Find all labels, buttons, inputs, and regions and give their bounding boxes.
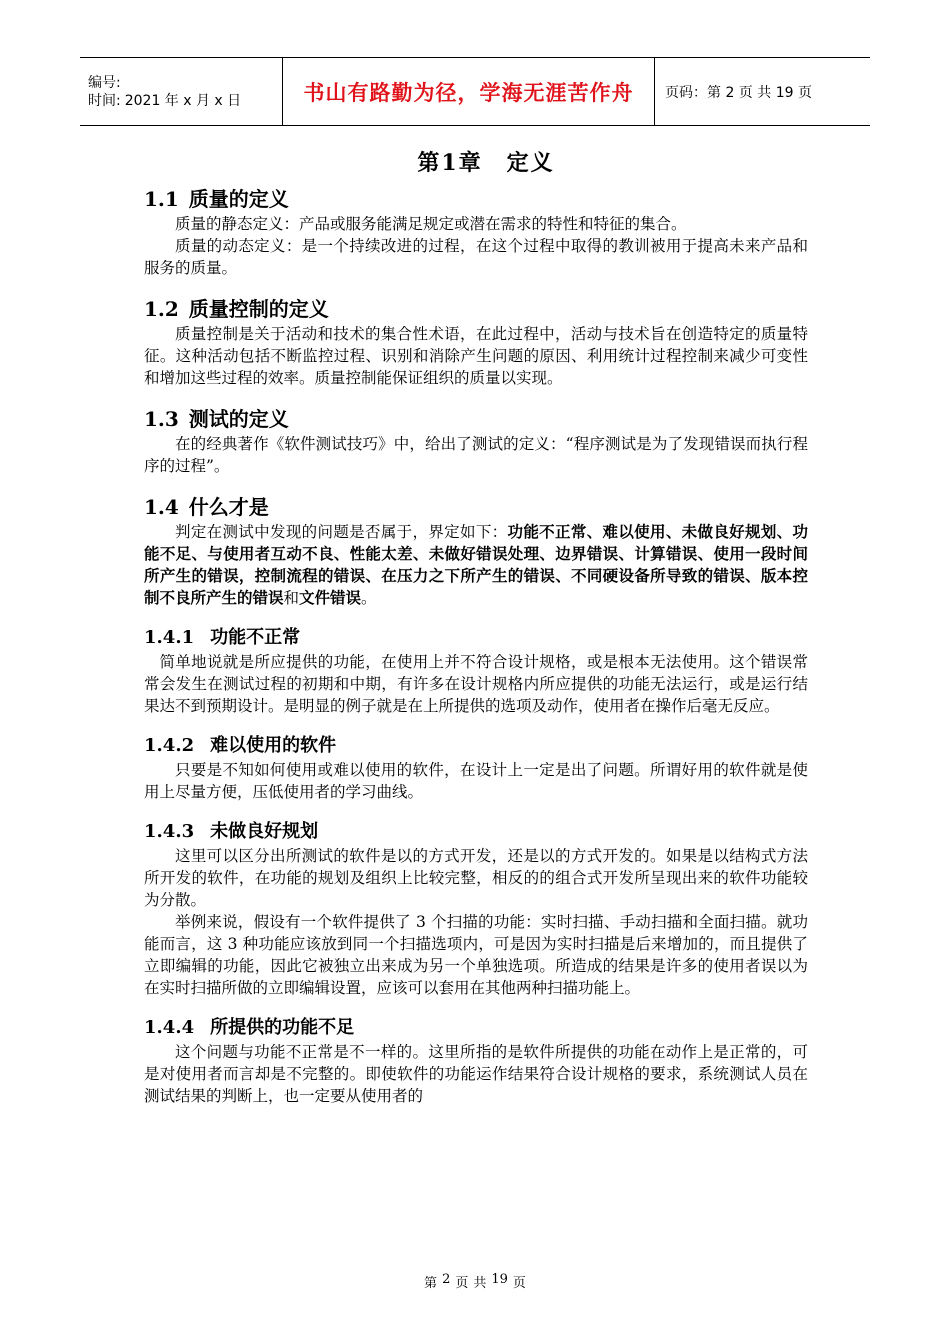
header-meta (80, 58, 282, 125)
section-number: 1.4 (144, 495, 179, 519)
section-title: 难以使用的软件 (210, 735, 337, 756)
page-label: 页码：第 2 页 共 19 页 (665, 84, 812, 101)
section-title: 质量的定义 (188, 187, 289, 211)
section-heading-1-4-4 (144, 1015, 808, 1041)
section-number: 1.4.1 (144, 627, 195, 648)
section-title: 什么才是 (188, 495, 269, 519)
footer-ye: 页 (455, 1276, 469, 1291)
section-title: 未做良好规划 (210, 821, 319, 842)
section-title: 质量控制的定义 (188, 297, 329, 321)
time-value: 2021 年 x 月 x 日 (124, 92, 242, 109)
error-list-last: 文件错误 (299, 588, 362, 607)
section-heading-1-4-1 (144, 625, 808, 651)
header-page (655, 58, 870, 125)
section-title: 所提供的功能不足 (210, 1017, 355, 1038)
time-label: 时间: (88, 92, 121, 109)
time-line (88, 92, 282, 110)
number-label: 编号: (88, 74, 121, 91)
section-number: 1.1 (144, 187, 179, 211)
page-header (80, 57, 870, 126)
lead-text: 判定在测试中发现的问题是否属于，界定如下： (175, 523, 508, 541)
section-title: 测试的定义 (188, 407, 289, 431)
footer-gong: 共 (473, 1276, 487, 1291)
footer-total-pages: 19 (491, 1272, 508, 1287)
section-number: 1.4.4 (144, 1017, 195, 1038)
paragraph: 这个问题与功能不正常是不一样的。这里所指的是软件所提供的功能在动作上是正常的，可是对使用者而言却是不完整的。即使软件的功能运作结果符合设计规格的要求，系统测试人员在测试结果的判断上，也一定要从使用者的 (144, 1043, 808, 1105)
and-text: 和 (283, 589, 300, 607)
header-motto (282, 58, 655, 125)
chapter-title: 第1章 定义 (417, 150, 555, 176)
footer-di: 第 (424, 1276, 438, 1291)
paragraph: 在的经典著作《软件测试技巧》中，给出了测试的定义：“程序测试是为了发现错误而执行程序的过程”。 (144, 435, 808, 475)
paragraph: 举例来说，假设有一个软件提供了 3 个扫描的功能：实时扫描、手动扫描和全面扫描。就功能而言，这 3 种功能应该放到同一个扫描选项内，可是因为实时扫描是后来增加的，而且提供了立即编辑的功能，因此它被独立出来成为另一个单独选项。所造成的结果是许多的使用者误以为在实时扫描所做的立即编辑设置，应该可以套用在其他两种扫描功能上。 (144, 913, 808, 997)
end-punct: 。 (361, 589, 377, 607)
section-heading-1-4 (144, 493, 808, 521)
paragraph: 质量的动态定义：是一个持续改进的过程，在这个过程中取得的教训被用于提高未来产品和服务的质量。 (144, 237, 808, 277)
section-number: 1.4.3 (144, 821, 195, 842)
section-heading-1-4-2 (144, 733, 808, 759)
section-heading-1-2 (144, 295, 808, 323)
paragraph: 只要是不知如何使用或难以使用的软件，在设计上一定是出了问题。所谓好用的软件就是使用上尽量方便，压低使用者的学习曲线。 (144, 761, 808, 801)
section-number: 1.3 (144, 407, 179, 431)
paragraph: 简单地说就是所应提供的功能，在使用上并不符合设计规格，或是根本无法使用。这个错误常常会发生在测试过程的初期和中期，有许多在设计规格内所应提供的功能无法运行，或是运行结果达不到预期设计。是明显的例子就是在上所提供的选项及动作，使用者在操作后毫无反应。 (144, 653, 808, 715)
page-footer (0, 1272, 950, 1291)
document-body (144, 146, 808, 1107)
section-heading-1-3 (144, 405, 808, 433)
section-heading-1-4-3 (144, 819, 808, 845)
paragraph (144, 521, 808, 609)
section-number: 1.2 (144, 297, 179, 321)
error-list: 功能不正常、难以使用、未做良好规划、功能不足、与使用者互动不良、性能太差、未做好错误处理、边界错误、计算错误、使用一段时间所产生的错误，控制流程的错误、在压力之下所产生的错误、不同硬设备所导致的错误、版本控制不良所产生的错误 (144, 522, 808, 607)
footer-ye2: 页 (512, 1276, 526, 1291)
section-heading-1-1 (144, 185, 808, 213)
paragraph: 质量控制是关于活动和技术的集合性术语，在此过程中，活动与技术旨在创造特定的质量特征。这种活动包括不断监控过程、识别和消除产生问题的原因、利用统计过程控制来减少可变性和增加这些过程的效率。质量控制能保证组织的质量以实现。 (144, 325, 808, 387)
paragraph: 质量的静态定义：产品或服务能满足规定或潜在需求的特性和特征的集合。 (175, 215, 687, 233)
section-title: 功能不正常 (210, 627, 301, 648)
motto-text: 书山有路勤为径，学海无涯苦作舟 (303, 79, 634, 105)
section-number: 1.4.2 (144, 735, 195, 756)
paragraph: 这里可以区分出所测试的软件是以的方式开发，还是以的方式开发的。如果是以结构式方法所开发的软件，在功能的规划及组织上比较完整，相反的的组合式开发所呈现出来的软件功能较为分散。 (144, 847, 808, 909)
footer-page-number: 2 (442, 1272, 451, 1287)
